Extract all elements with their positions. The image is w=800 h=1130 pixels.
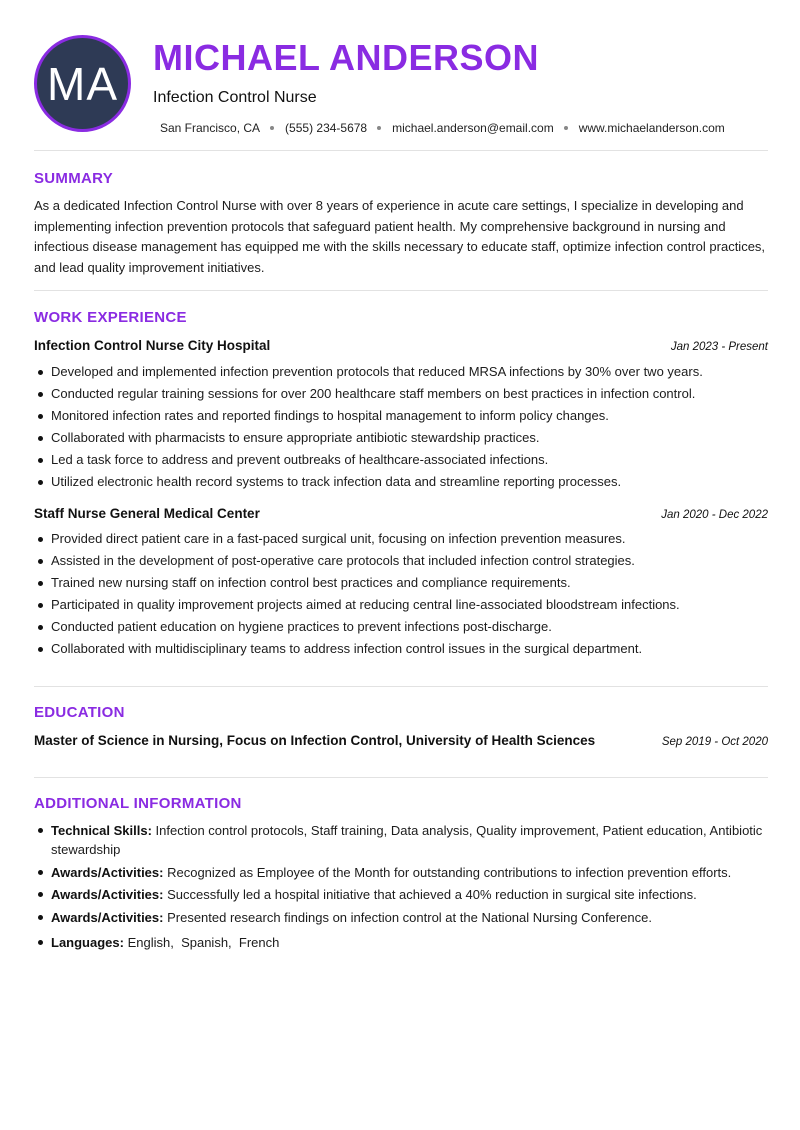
divider	[34, 150, 768, 151]
list-item	[34, 908, 768, 927]
item-text: Successfully led a hospital initiative that achieved a 40% reduction in surgical site infections.	[167, 887, 697, 902]
work-experience-heading: WORK EXPERIENCE	[34, 309, 187, 326]
item-label: Technical Skills:	[51, 823, 152, 838]
list-item: Participated in quality improvement projects aimed at reducing central line-associated bloodstream infections.	[34, 594, 768, 616]
job-dates: Jan 2020 - Dec 2022	[661, 509, 768, 521]
job-role: Staff Nurse General Medical Center	[34, 506, 260, 521]
contact-website[interactable]: www.michaelanderson.com	[578, 121, 725, 135]
list-item: Collaborated with multidisciplinary teams to address infection control issues in the surgical department.	[34, 638, 768, 660]
list-item: Led a task force to address and prevent outbreaks of healthcare-associated infections.	[34, 449, 768, 471]
summary-heading: SUMMARY	[34, 170, 114, 187]
divider	[34, 777, 768, 778]
list-item	[34, 885, 768, 904]
item-text: Presented research findings on infection control at the National Nursing Conference.	[167, 909, 652, 925]
separator-dot	[270, 126, 274, 130]
list-item: Conducted regular training sessions for over 200 healthcare staff members on best practices in infection control.	[34, 383, 768, 405]
job-dates: Jan 2023 - Present	[670, 341, 768, 353]
item-text: English, Spanish, French	[127, 934, 280, 950]
list-item	[34, 863, 768, 882]
item-text: Infection control protocols, Staff training, Data analysis, Quality improvement, Patient education, Antibiotic stewardship	[51, 823, 763, 857]
list-item: Trained new nursing staff on infection control best practices and compliance requirements.	[34, 572, 768, 594]
job-title: Infection Control Nurse	[153, 89, 317, 106]
education-heading: EDUCATION	[34, 704, 125, 721]
job-header	[34, 338, 768, 353]
summary-text: As a dedicated Infection Control Nurse with over 8 years of experience in acute care settings, I specialize in developing and implementing infection prevention protocols that safeguard patient health. My comprehensive background in nursing and infectious disease management has equipped me with the skills necessary to educate staff, optimize infection control practices, and lead quality improvement initiatives.	[34, 198, 766, 275]
list-item: Assisted in the development of post-operative care protocols that included infection control strategies.	[34, 550, 768, 572]
contact-row	[160, 121, 725, 135]
list-item: Provided direct patient care in a fast-paced surgical unit, focusing on infection prevention measures.	[34, 528, 768, 550]
list-item	[34, 821, 768, 859]
item-label: Awards/Activities:	[51, 909, 164, 925]
avatar-initials: MA	[47, 57, 118, 110]
list-item	[34, 933, 768, 952]
additional-info-list	[34, 821, 768, 955]
item-text: Recognized as Employee of the Month for outstanding contributions to infection prevention efforts.	[167, 864, 732, 880]
degree: Master of Science in Nursing, Focus on Infection Control, University of Health Sciences	[34, 733, 596, 748]
list-item: Utilized electronic health record systems to track infection data and streamline reporting processes.	[34, 471, 768, 493]
job-bullets	[34, 528, 768, 660]
contact-location: San Francisco, CA	[160, 121, 261, 135]
item-label: Languages:	[51, 934, 124, 950]
list-item: Monitored infection rates and reported findings to hospital management to inform policy changes.	[34, 405, 768, 427]
additional-info-heading: ADDITIONAL INFORMATION	[34, 795, 242, 812]
separator-dot	[564, 126, 568, 130]
divider	[34, 686, 768, 687]
list-item: Developed and implemented infection prevention protocols that reduced MRSA infections by 30% over two years.	[34, 361, 768, 383]
candidate-name: MICHAEL ANDERSON	[153, 37, 540, 78]
job-bullets	[34, 361, 768, 493]
separator-dot	[377, 126, 381, 130]
contact-phone: (555) 234-5678	[285, 121, 368, 135]
education-entry	[34, 733, 768, 748]
item-label: Awards/Activities:	[51, 864, 164, 880]
contact-email[interactable]: michael.anderson@email.com	[392, 121, 554, 135]
item-label: Awards/Activities:	[51, 887, 164, 902]
divider	[34, 290, 768, 291]
education-dates: Sep 2019 - Oct 2020	[661, 736, 768, 748]
job-role: Infection Control Nurse City Hospital	[34, 338, 271, 353]
avatar	[34, 35, 131, 132]
list-item: Conducted patient education on hygiene practices to prevent infections post-discharge.	[34, 616, 768, 638]
list-item: Collaborated with pharmacists to ensure appropriate antibiotic stewardship practices.	[34, 427, 768, 449]
job-header	[34, 506, 768, 521]
